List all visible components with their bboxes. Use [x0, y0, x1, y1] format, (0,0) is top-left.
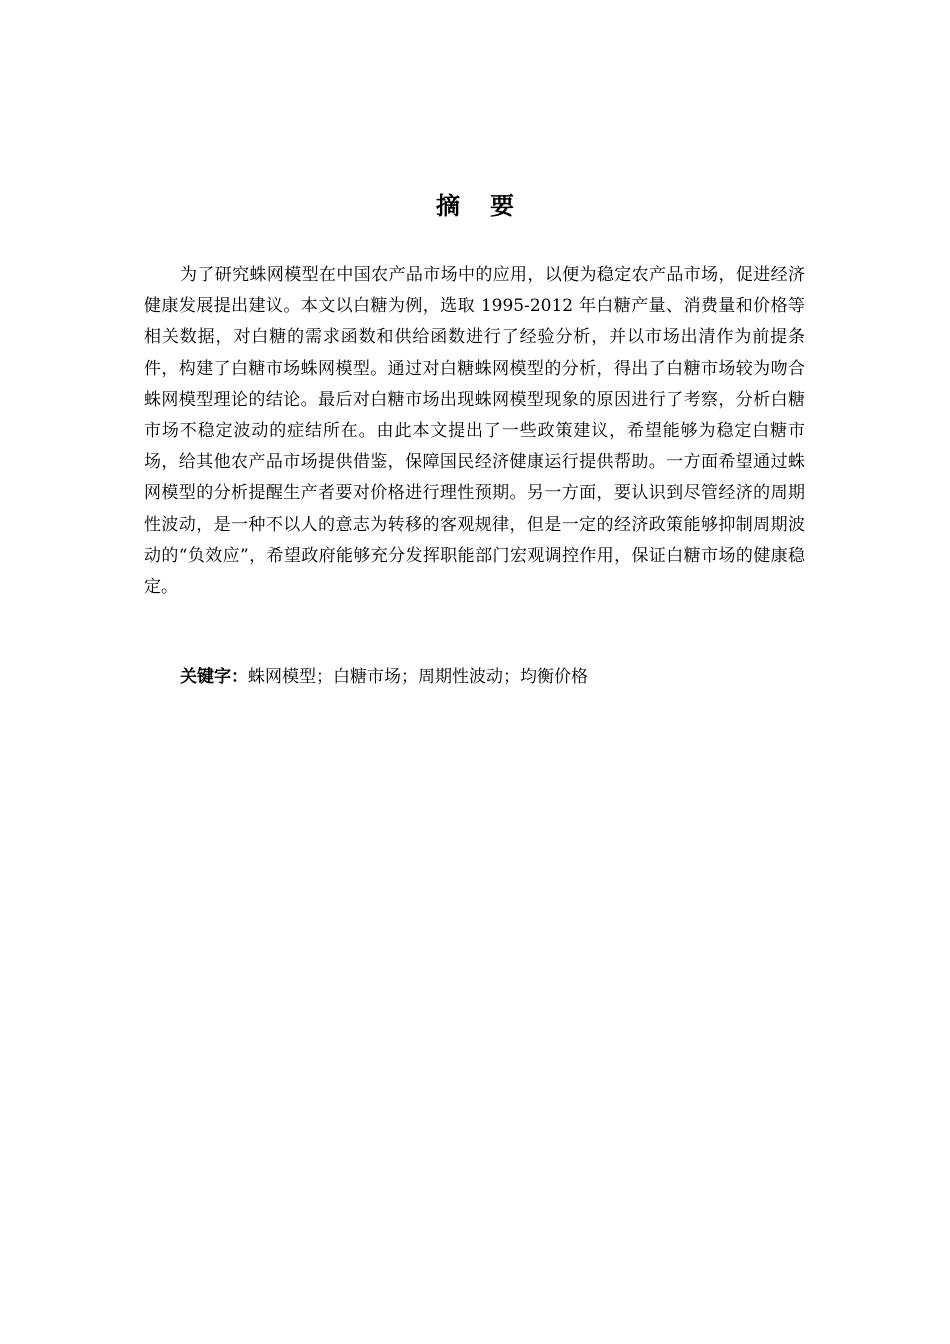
abstract-title: 摘要 — [436, 192, 544, 220]
keywords-list: 蛛网模型；白糖市场；周期性波动；均衡价格 — [248, 667, 588, 687]
keywords-line — [180, 662, 805, 693]
keywords-label: 关键字： — [180, 667, 248, 687]
abstract-body: 为了研究蛛网模型在中国农产品市场中的应用，以便为稳定农产品市场，促进经济健康发展提出建议。本文以白糖为例，选取 1995-2012 年白糖产量、消费量和价格等相关数据，对白糖的需求函数和供给函数进行了经验分析，并以市场出清作为前提条件，构建了白糖市场蛛网模型。通过对白糖蛛网模型的分析，得出了白糖市场较为吻合蛛网模型理论的结论。最后对白糖市场出现蛛网模型现象的原因进行了考察，分析白糖市场不稳定波动的症结所在。由此本文提出了一些政策建议，希望能够为稳定白糖市场，给其他农产品市场提供借鉴，保障国民经济健康运行提供帮助。一方面希望通过蛛网模型的分析提醒生产者要对价格进行理性预期。另一方面，要认识到尽管经济的周期性波动，是一种不以人的意志为转移的客观规律，但是一定的经济政策能够抑制周期波动的“负效应”，希望政府能够充分发挥职能部门宏观调控作用，保证白糖市场的健康稳定。 — [144, 265, 805, 598]
